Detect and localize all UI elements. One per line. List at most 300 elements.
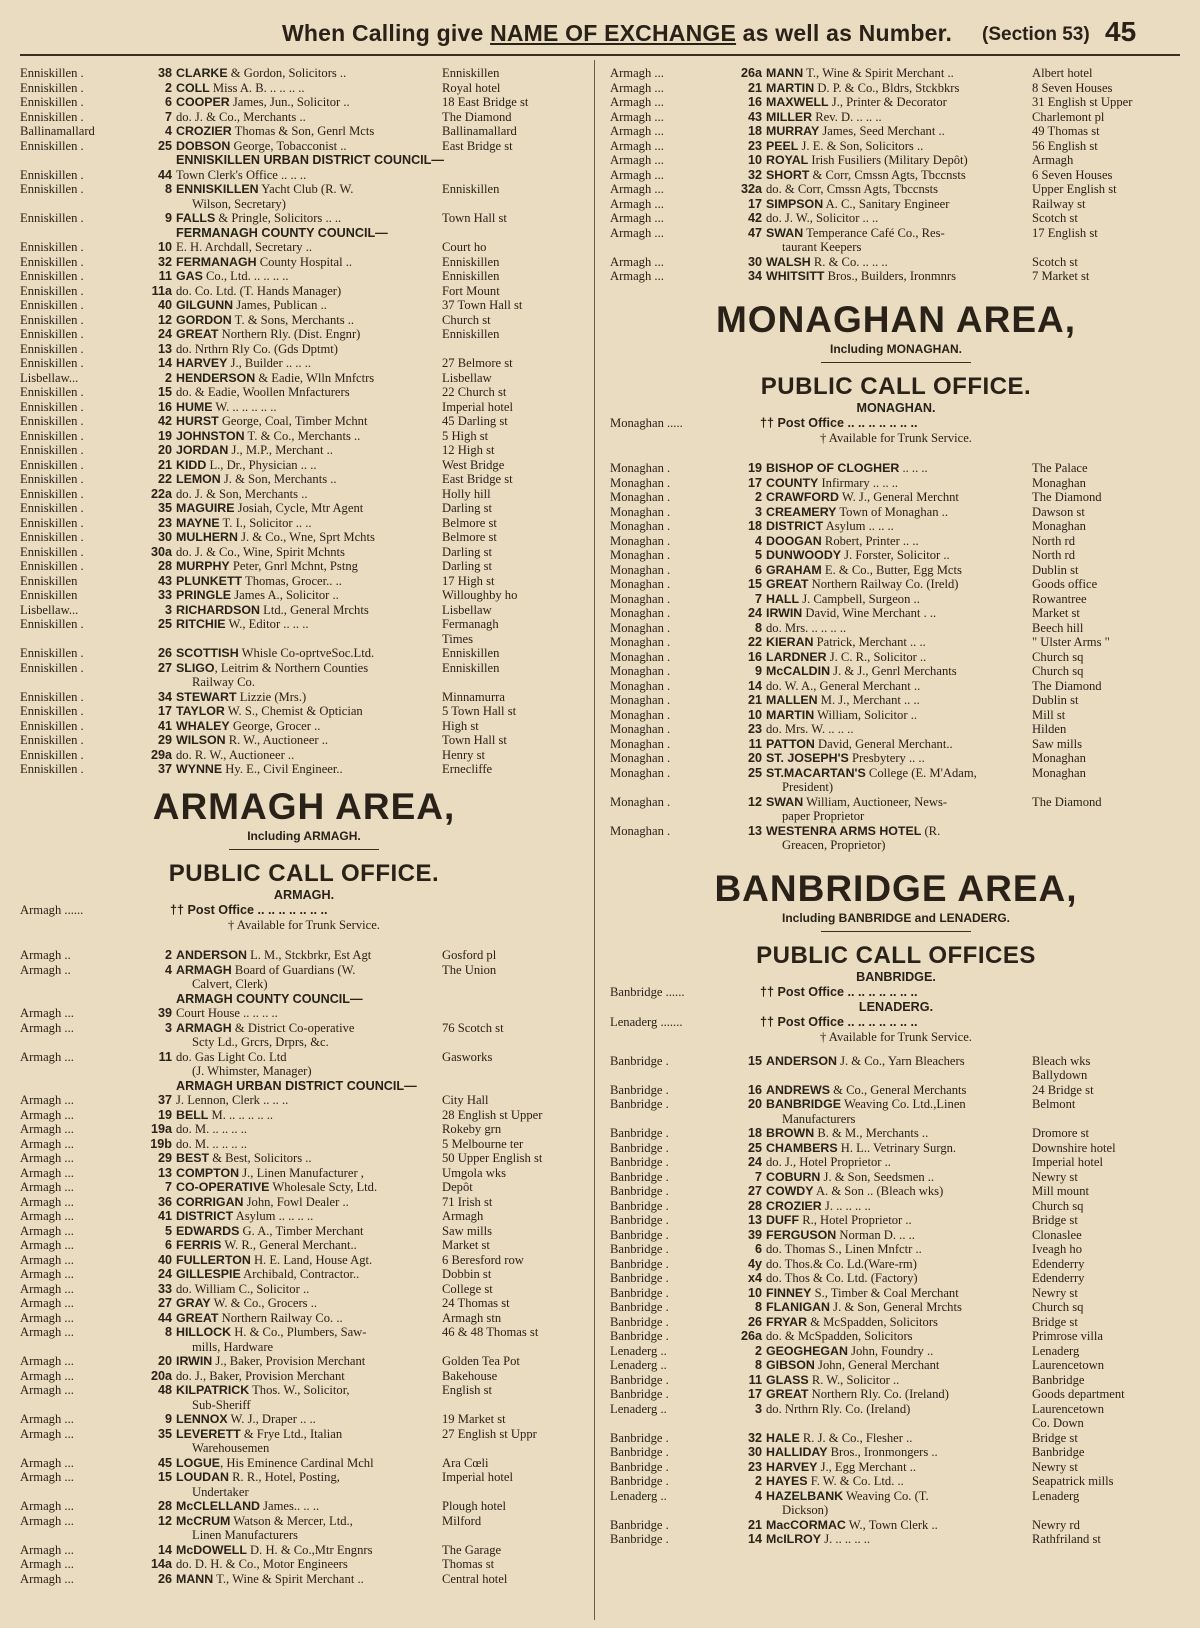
listing-surname: LARDNER	[766, 649, 827, 664]
listing-details: Archibald, Contractor..	[240, 1267, 360, 1281]
listing-details: David, Wine Merchant . ..	[802, 606, 937, 620]
listing-address: Darling st	[442, 544, 493, 559]
listing-exchange: Monaghan .	[610, 736, 671, 751]
listing-row	[20, 1267, 588, 1282]
listing-row	[20, 110, 588, 125]
listing-name	[176, 472, 460, 487]
listing-address: 6 Seven Houses	[1032, 167, 1113, 182]
lenaderg-pco-town: LENADERG.	[858, 999, 934, 1014]
listing-surname: LEMON	[176, 472, 221, 486]
listing-surname: IRWIN	[176, 1354, 213, 1368]
left-column	[20, 66, 588, 1586]
listing-row	[610, 226, 1182, 241]
listing-address: West Bridge	[442, 457, 505, 472]
listing-name	[176, 414, 460, 429]
listing-exchange: Monaghan .	[610, 635, 671, 649]
listing-details: David, General Merchant..	[814, 736, 953, 751]
listing-number: 21	[157, 457, 172, 472]
listing-exchange: Armagh ...	[20, 1296, 74, 1310]
listing-row	[20, 1354, 588, 1369]
listing-name	[176, 400, 460, 415]
listing-surname: HALE	[766, 1430, 800, 1445]
listing-number: 4	[754, 533, 762, 548]
listing-details: do. J. & Son, Merchants ..	[176, 486, 308, 501]
listing-number: 25	[747, 1140, 762, 1155]
listing-address: Bleach wks	[1032, 1053, 1091, 1068]
banbridge-area-title: BANBRIDGE AREA,	[714, 867, 1078, 909]
listing-row	[20, 1427, 588, 1442]
listing-details: Thomas & Son, Genrl Mcts	[231, 124, 375, 138]
listing-surname: COOPER	[176, 95, 230, 109]
listing-exchange: Enniskillen .	[20, 80, 84, 95]
listing-details: W. R., General Merchant..	[221, 1238, 357, 1252]
listing-address: Thomas st	[442, 1557, 495, 1571]
listing-row	[20, 298, 588, 313]
listing-name	[766, 168, 1050, 183]
listing-address: Darling st	[442, 501, 493, 515]
listing-surname: GILLESPIE	[176, 1267, 241, 1281]
listing-exchange: Monaghan .	[610, 577, 671, 591]
listing-row	[20, 1166, 588, 1181]
listing-address: Central hotel	[442, 1571, 508, 1586]
listing-number: 10	[747, 707, 762, 722]
listing-number: 2	[754, 490, 762, 504]
listing-exchange: Enniskillen .	[20, 356, 84, 370]
listing-name	[766, 1083, 1050, 1098]
listing-row	[20, 1383, 588, 1398]
listing-number: 6	[164, 1238, 172, 1252]
listing-number: 47	[747, 225, 762, 240]
listing-number: 13	[747, 823, 762, 838]
listing-exchange: Banbridge .	[610, 1271, 669, 1285]
listing-details: Weaving Co. Ltd.,Linen	[841, 1097, 966, 1111]
listing-name	[176, 1282, 460, 1297]
listing-row	[20, 603, 588, 618]
banbridge-listings	[610, 1054, 1182, 1547]
listing-name	[766, 1257, 1050, 1272]
listing-surname: EDWARDS	[176, 1223, 240, 1238]
listing-row	[20, 1456, 588, 1471]
listing-details: James, Publican ..	[233, 298, 327, 312]
listing-exchange: Banbridge .	[610, 1517, 669, 1532]
listing-exchange: Enniskillen .	[20, 457, 84, 472]
listing-address: Rathfriland st	[1032, 1532, 1101, 1546]
listing-name	[176, 1543, 460, 1558]
listing-name	[766, 635, 1050, 650]
listing-number: 40	[157, 1252, 172, 1267]
listing-details: do. J. & Co., Merchants ..	[176, 109, 306, 124]
listing-row	[20, 559, 588, 574]
listing-name	[176, 1195, 460, 1210]
listing-row	[610, 490, 1182, 505]
listing-number: 26	[747, 1314, 762, 1329]
listing-number: 32	[747, 1430, 762, 1445]
listing-name	[766, 197, 1050, 212]
listing-details: James.. .. ..	[259, 1499, 320, 1513]
listing-name	[176, 1296, 460, 1311]
listing-exchange: Armagh ...	[20, 1049, 74, 1064]
listing-address: Scotch st	[1032, 211, 1078, 225]
listing-surname: ARMAGH	[176, 1020, 232, 1035]
listing-surname: GREAT	[176, 1310, 219, 1325]
continuation-text: Linen Manufacturers	[192, 1528, 298, 1542]
listing-name	[766, 1228, 1050, 1243]
listing-address: Charlemont pl	[1032, 109, 1105, 124]
listing-name	[176, 501, 460, 516]
listing-name	[176, 733, 460, 748]
listing-surname: FULLERTON	[176, 1252, 251, 1267]
listing-name	[766, 606, 1050, 621]
listing-surname: ANDREWS	[766, 1082, 831, 1097]
listing-address: Banbridge	[1032, 1372, 1085, 1387]
listing-row	[610, 592, 1182, 607]
listing-exchange: Enniskillen .	[20, 385, 84, 399]
listing-number: 19b	[150, 1136, 172, 1151]
listing-details: L., Dr., Physician .. ..	[206, 457, 317, 472]
listing-exchange: Banbridge .	[610, 1097, 669, 1111]
listing-name	[176, 1267, 460, 1282]
listing-exchange: Ballinamallard	[20, 124, 95, 138]
listing-name	[766, 1358, 1050, 1373]
listing-address: Downshire hotel	[1032, 1140, 1116, 1155]
listing-address: 18 East Bridge st	[442, 95, 529, 109]
pco-exchange: Armagh ......	[20, 902, 84, 917]
listing-row	[20, 1572, 588, 1587]
listing-address: Iveagh ho	[1032, 1242, 1083, 1256]
listing-details: Co., Ltd. .. .. .. ..	[202, 269, 289, 283]
listing-number: 8	[754, 1358, 762, 1372]
listing-details: J. .. .. .. ..	[821, 1198, 871, 1213]
listing-exchange: Armagh ...	[610, 254, 664, 269]
listing-address: Seapatrick mills	[1032, 1474, 1114, 1488]
listing-address: The Union	[442, 962, 497, 977]
listing-surname: GRAHAM	[766, 562, 822, 577]
listing-number: 41	[157, 718, 172, 733]
listing-details: do. Nrthrn Rly. Co. (Ireland)	[766, 1401, 911, 1416]
listing-number: 3	[164, 602, 172, 617]
listing-exchange: Banbridge .	[610, 1126, 669, 1140]
listing-surname: GEOGHEGAN	[766, 1343, 848, 1358]
listing-address: East Bridge st	[442, 138, 513, 153]
listing-row	[20, 1412, 588, 1427]
listing-number: 39	[157, 1006, 172, 1020]
listing-details: John, Foundry ..	[847, 1343, 934, 1358]
listing-surname: SCOTTISH	[176, 646, 239, 660]
listing-name	[176, 1006, 460, 1021]
listing-details: Hy. E., Civil Engineer..	[222, 762, 343, 776]
listing-details: Rev. D. .. .. ..	[812, 109, 882, 124]
listing-name	[176, 313, 460, 328]
listing-number: 6	[164, 95, 172, 109]
listing-details: J., M.P., Merchant ..	[228, 443, 333, 457]
listing-exchange: Enniskillen	[20, 573, 78, 588]
listing-number: 14	[157, 1542, 172, 1557]
listing-exchange: Banbridge .	[610, 1227, 669, 1242]
listing-number: 7	[164, 1180, 172, 1194]
monaghan-pco-row	[610, 416, 1182, 431]
listing-details: Northern Railway Co. (Ireld)	[808, 577, 959, 591]
listing-row	[20, 690, 588, 705]
listing-details: H. & Co., Plumbers, Saw-	[231, 1325, 367, 1339]
listing-number: 26a	[740, 66, 762, 80]
listing-name	[176, 603, 460, 618]
listing-address: Mill mount	[1032, 1184, 1090, 1198]
listing-number: 29	[157, 1151, 172, 1165]
listing-exchange: Banbridge .	[610, 1459, 669, 1474]
listing-name	[176, 1180, 460, 1195]
listing-name	[766, 1315, 1050, 1330]
listing-address: 8 Seven Houses	[1032, 80, 1113, 95]
listing-exchange: Monaghan .	[610, 562, 671, 577]
listing-number: 19	[747, 461, 762, 475]
listing-row	[20, 487, 588, 502]
listing-number: x4	[747, 1271, 762, 1285]
listing-number: 36	[157, 1194, 172, 1209]
listing-surname: ST. JOSEPH'S	[766, 751, 849, 765]
banbridge-pco-title: PUBLIC CALL OFFICES	[756, 941, 1036, 969]
listing-number: 23	[157, 515, 172, 530]
listing-row	[610, 1315, 1182, 1330]
listing-row	[20, 1499, 588, 1514]
listing-details: do. Mrs. .. .. .. ..	[766, 620, 847, 635]
listing-row	[610, 635, 1182, 650]
listing-name	[766, 1460, 1050, 1475]
listing-name	[766, 751, 1050, 766]
listing-details: R. W., Solicitor ..	[808, 1372, 900, 1387]
listing-exchange: Lisbellaw...	[20, 370, 79, 385]
listing-name	[766, 153, 1050, 168]
listing-row	[20, 1122, 588, 1137]
listing-row	[20, 66, 588, 81]
listing-row	[610, 1445, 1182, 1460]
listing-name	[176, 948, 460, 963]
listing-number: 2	[164, 948, 172, 962]
listing-row	[20, 414, 588, 429]
listing-exchange: Enniskillen .	[20, 182, 84, 196]
listing-row	[20, 240, 588, 255]
listing-row	[20, 646, 588, 661]
section-label: (Section 53)	[982, 24, 1090, 45]
listing-details: Whisle Co-oprtveSoc.Ltd.	[238, 646, 375, 660]
listing-surname: DUNWOODY	[766, 548, 842, 562]
listing-surname: PEEL	[766, 138, 799, 153]
listing-exchange: Enniskillen .	[20, 646, 84, 660]
listing-details: do. Thos.& Co. Ld.(Ware-rm)	[766, 1256, 917, 1271]
listing-exchange: Banbridge .	[610, 1387, 669, 1401]
listing-row	[610, 766, 1182, 781]
listing-surname: IRWIN	[766, 606, 803, 620]
listing-exchange: Monaghan .	[610, 591, 671, 606]
listing-details: do. M. .. .. .. ..	[176, 1122, 248, 1136]
armagh-pco-row	[20, 903, 588, 918]
listing-details: & Best, Solicitors ..	[209, 1151, 312, 1165]
listing-row	[20, 81, 588, 96]
listing-row	[20, 963, 588, 978]
listing-name	[176, 1456, 460, 1471]
continuation-text: Sub-Sheriff	[192, 1397, 251, 1412]
listing-address: Dublin st	[1032, 562, 1079, 577]
listing-number: 11	[158, 269, 172, 283]
listing-exchange: Lenaderg ..	[610, 1343, 667, 1358]
listing-row	[610, 81, 1182, 96]
listing-address: Enniskillen	[442, 182, 500, 196]
listing-address: Fermanagh	[442, 617, 499, 631]
listing-exchange: Monaghan .	[610, 620, 671, 635]
listing-exchange: Armagh ...	[610, 225, 664, 240]
listing-surname: WILSON	[176, 733, 226, 747]
listing-details: Peter, Gnrl Mchnt, Pstng	[229, 559, 358, 573]
listing-surname: LOUDAN	[176, 1470, 229, 1484]
armagh-rule	[229, 849, 379, 850]
listing-details: Watson & Mercer, Ltd.,	[230, 1513, 353, 1528]
listing-address: 71 Irish st	[442, 1194, 493, 1209]
listing-row	[20, 1296, 588, 1311]
listing-details: do. D. H. & Co., Motor Engineers	[176, 1557, 348, 1571]
listing-address: Church sq	[1032, 649, 1084, 664]
listing-address: Newry st	[1032, 1285, 1078, 1300]
listing-exchange: Armagh ...	[20, 1151, 74, 1165]
listing-name	[176, 1021, 460, 1036]
listing-surname: PLUNKETT	[176, 573, 243, 588]
listing-row	[20, 1224, 588, 1239]
listing-surname: FERGUSON	[766, 1227, 837, 1242]
listing-number: 3	[164, 1020, 172, 1035]
listing-row	[610, 519, 1182, 534]
listing-address: 37 Town Hall st	[442, 298, 523, 312]
listing-details: do. Co. Ltd. (T. Hands Manager)	[176, 283, 342, 298]
listing-address: High st	[442, 718, 479, 733]
listing-surname: BANBRIDGE	[766, 1097, 842, 1111]
listing-name	[176, 269, 460, 284]
listing-details: J. Campbell, Surgeon ..	[799, 591, 920, 606]
listing-row	[20, 1108, 588, 1123]
listing-number: 16	[157, 399, 172, 414]
listing-details: W. J., Draper .. ..	[227, 1412, 316, 1426]
listing-number: 42	[747, 211, 762, 225]
listing-exchange: Enniskillen .	[20, 269, 84, 283]
listing-details: Weaving Co. (T.	[843, 1488, 929, 1503]
listing-number: 30	[157, 530, 172, 544]
listing-exchange: Enniskillen .	[20, 109, 84, 124]
listing-number: 40	[157, 298, 172, 312]
listing-exchange: Armagh ...	[610, 138, 664, 153]
listing-exchange: Monaghan .	[610, 664, 671, 678]
listing-row	[610, 1329, 1182, 1344]
listing-address: The Diamond	[442, 109, 512, 124]
listing-address: Minnamurra	[442, 689, 505, 704]
listing-surname: McILROY	[766, 1532, 822, 1546]
listing-number: 17	[747, 1387, 762, 1401]
listing-number: 17	[157, 704, 172, 718]
listing-surname: ANDERSON	[766, 1053, 837, 1068]
listing-row	[610, 650, 1182, 665]
listing-exchange: Enniskillen .	[20, 95, 84, 109]
listing-continuation	[610, 1112, 1182, 1127]
listing-details: Miss A. B. .. .. .. ..	[209, 80, 305, 95]
listing-exchange: Enniskillen .	[20, 689, 84, 704]
listing-details: Asylum .. .. .. ..	[233, 1209, 314, 1223]
listing-details: do. Thos & Co. Ltd. (Factory)	[766, 1271, 918, 1285]
listing-address: Enniskillen	[442, 327, 500, 341]
listing-exchange: Armagh ...	[20, 1122, 74, 1136]
listing-surname: MALLEN	[766, 693, 818, 707]
listing-name	[176, 95, 460, 110]
continuation-text: Manufacturers	[782, 1111, 856, 1126]
monaghan-pco-available: † Available for Trunk Service.	[820, 430, 972, 445]
listing-details: .. .. ..	[899, 461, 928, 475]
listing-exchange: Enniskillen	[20, 588, 78, 602]
listing-details: D. H. & Co.,Mtr Engnrs	[246, 1542, 373, 1557]
listing-address: 5 High st	[442, 428, 489, 443]
listing-number: 15	[157, 385, 172, 399]
listing-address: Ballydown	[1032, 1068, 1088, 1082]
listing-number: 14a	[150, 1557, 172, 1571]
listing-row	[610, 461, 1182, 476]
listing-name	[766, 211, 1050, 226]
listing-surname: FINNEY	[766, 1285, 812, 1300]
listing-address: Primrose villa	[1032, 1329, 1104, 1343]
column-divider	[594, 60, 595, 1620]
listing-row	[610, 1358, 1182, 1373]
listing-address: Willoughby ho	[442, 588, 518, 602]
listing-continuation	[20, 1035, 588, 1050]
listing-details: W. .. .. .. .. ..	[212, 399, 277, 414]
listing-row	[610, 1155, 1182, 1170]
listing-number: 26	[157, 1571, 172, 1586]
listing-address: Market st	[442, 1238, 490, 1252]
listing-row	[20, 1006, 588, 1021]
listing-address: 49 Thomas st	[1032, 124, 1100, 138]
listing-surname: GREAT	[176, 327, 219, 341]
listing-address: Rokeby grn	[442, 1122, 502, 1136]
listing-address: Belmont	[1032, 1097, 1076, 1111]
banbridge-rule	[821, 931, 971, 932]
listing-row	[20, 948, 588, 963]
listing-name	[766, 1286, 1050, 1301]
listing-row	[610, 621, 1182, 636]
listing-details: J. Forster, Solicitor ..	[841, 548, 950, 562]
listing-surname: DISTRICT	[176, 1209, 234, 1223]
listing-details: Northern Rly. Co. (Ireland)	[808, 1387, 949, 1401]
listing-details: Northern Rly. (Dist. Engnr)	[218, 327, 361, 341]
listing-surname: WHITSITT	[766, 269, 825, 283]
listing-name	[766, 592, 1050, 607]
continuation-text: Undertaker	[192, 1484, 249, 1499]
listing-number: 28	[747, 1198, 762, 1213]
listing-name	[766, 548, 1050, 563]
listing-exchange: Armagh ...	[610, 167, 664, 182]
listing-address: Beech hill	[1032, 620, 1084, 635]
listing-address: Lisbellaw	[442, 602, 492, 617]
listing-name	[766, 505, 1050, 520]
listing-exchange: Enniskillen .	[20, 704, 84, 718]
listing-surname: CHAMBERS	[766, 1140, 838, 1155]
listing-details: G. A., Timber Merchant	[239, 1223, 364, 1238]
listing-number: 8	[754, 1300, 762, 1314]
listing-details: Norman D. .. ..	[836, 1227, 915, 1242]
listing-surname: HUME	[176, 399, 213, 414]
listing-address: 7 Market st	[1032, 269, 1090, 283]
listing-address: Depôt	[442, 1180, 473, 1194]
continuation-text: taurant Keepers	[782, 240, 862, 254]
listing-row	[610, 1170, 1182, 1185]
listing-number: 18	[747, 519, 762, 533]
listing-name	[766, 255, 1050, 270]
listing-name	[766, 1431, 1050, 1446]
listing-row	[610, 255, 1182, 270]
pco-post-office: †† Post Office .. .. .. .. .. .. ..	[170, 902, 328, 917]
listing-name	[176, 342, 460, 357]
